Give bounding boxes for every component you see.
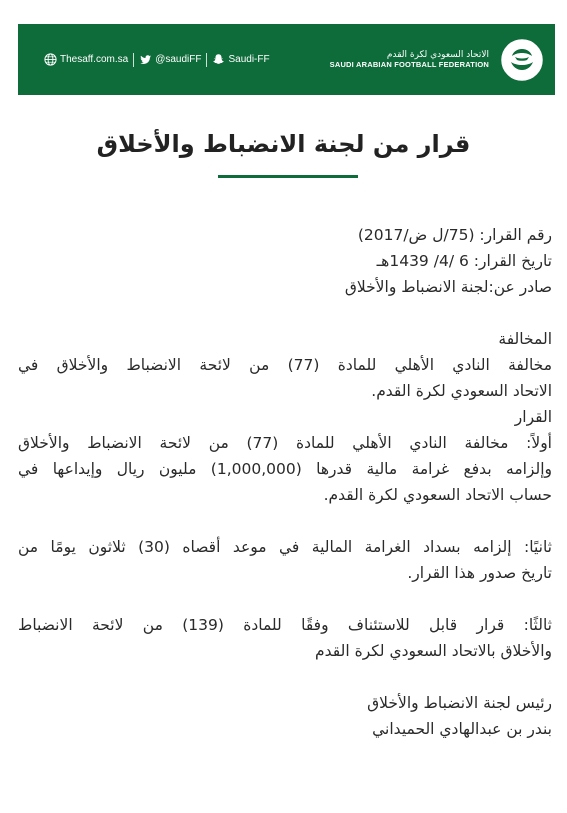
violation-heading: المخالفة — [498, 330, 552, 348]
decision-second-line: تاريخ صدور هذا القرار. — [407, 564, 552, 582]
decision-heading: القرار — [514, 408, 552, 426]
social-links — [44, 53, 270, 67]
brand-arabic-name: الاتحاد السعودي لكرة القدم — [386, 50, 489, 60]
decision-date: تاريخ القرار: 6 /4/ 1439هـ — [376, 252, 552, 270]
violation-text-line: الاتحاد السعودي لكرة القدم. — [371, 382, 552, 400]
brand-english-name: SAUDI ARABIAN FOOTBALL FEDERATION — [329, 60, 489, 69]
spacer — [18, 300, 552, 326]
federation-logo-icon — [499, 37, 545, 83]
spacer — [18, 664, 552, 690]
decision-third-line: والأخلاق بالاتحاد السعودي لكرة القدم — [315, 642, 552, 660]
brand-text — [330, 50, 489, 69]
snapchat-ghost-icon — [212, 53, 225, 66]
twitter-link[interactable] — [139, 53, 201, 66]
snapchat-link[interactable] — [212, 53, 269, 66]
website-text: Thesaff.com.sa — [60, 54, 129, 65]
decision-third-line: ثالثًا: قرار قابل للاستئناف وفقًا للمادة (139) من لائحة الانضباط — [18, 616, 552, 634]
decision-number: رقم القرار: (75/ل ض/2017) — [357, 226, 552, 244]
title-underline — [218, 175, 358, 178]
decision-issuer: صادر عن:لجنة الانضباط والأخلاق — [344, 278, 552, 296]
federation-brand — [330, 37, 545, 83]
signatory-name: بندر بن عبدالهادي الحميداني — [372, 720, 552, 738]
social-divider — [206, 53, 207, 67]
decision-document — [18, 222, 552, 742]
decision-second-line: ثانيًا: إلزامه بسداد الغرامة المالية في موعد أقصاه (30) ثلاثون يومًا من — [18, 538, 552, 556]
snapchat-handle: Saudi-FF — [228, 54, 270, 65]
signatory-role: رئيس لجنة الانضباط والأخلاق — [367, 694, 552, 712]
spacer — [18, 586, 552, 612]
website-link[interactable] — [44, 53, 128, 66]
decision-first-line: أولاً: مخالفة النادي الأهلي للمادة (77) من لائحة الانضباط والأخلاق — [18, 434, 552, 452]
violation-text-line: مخالفة النادي الأهلي للمادة (77) من لائحة الانضباط والأخلاق في — [18, 356, 552, 374]
twitter-handle: @saudiFF — [155, 54, 202, 65]
social-divider — [133, 53, 134, 67]
page-title: قرار من لجنة الانضباط والأخلاق — [96, 130, 471, 158]
twitter-bird-icon — [139, 53, 152, 66]
globe-icon — [44, 53, 57, 66]
decision-first-line: حساب الاتحاد السعودي لكرة القدم. — [323, 486, 552, 504]
decision-first-line: وإلزامه بدفع غرامة مالية قدرها (1,000,000) مليون ريال وإيداعها في — [18, 460, 552, 478]
spacer — [18, 508, 552, 534]
header-banner — [18, 24, 555, 95]
